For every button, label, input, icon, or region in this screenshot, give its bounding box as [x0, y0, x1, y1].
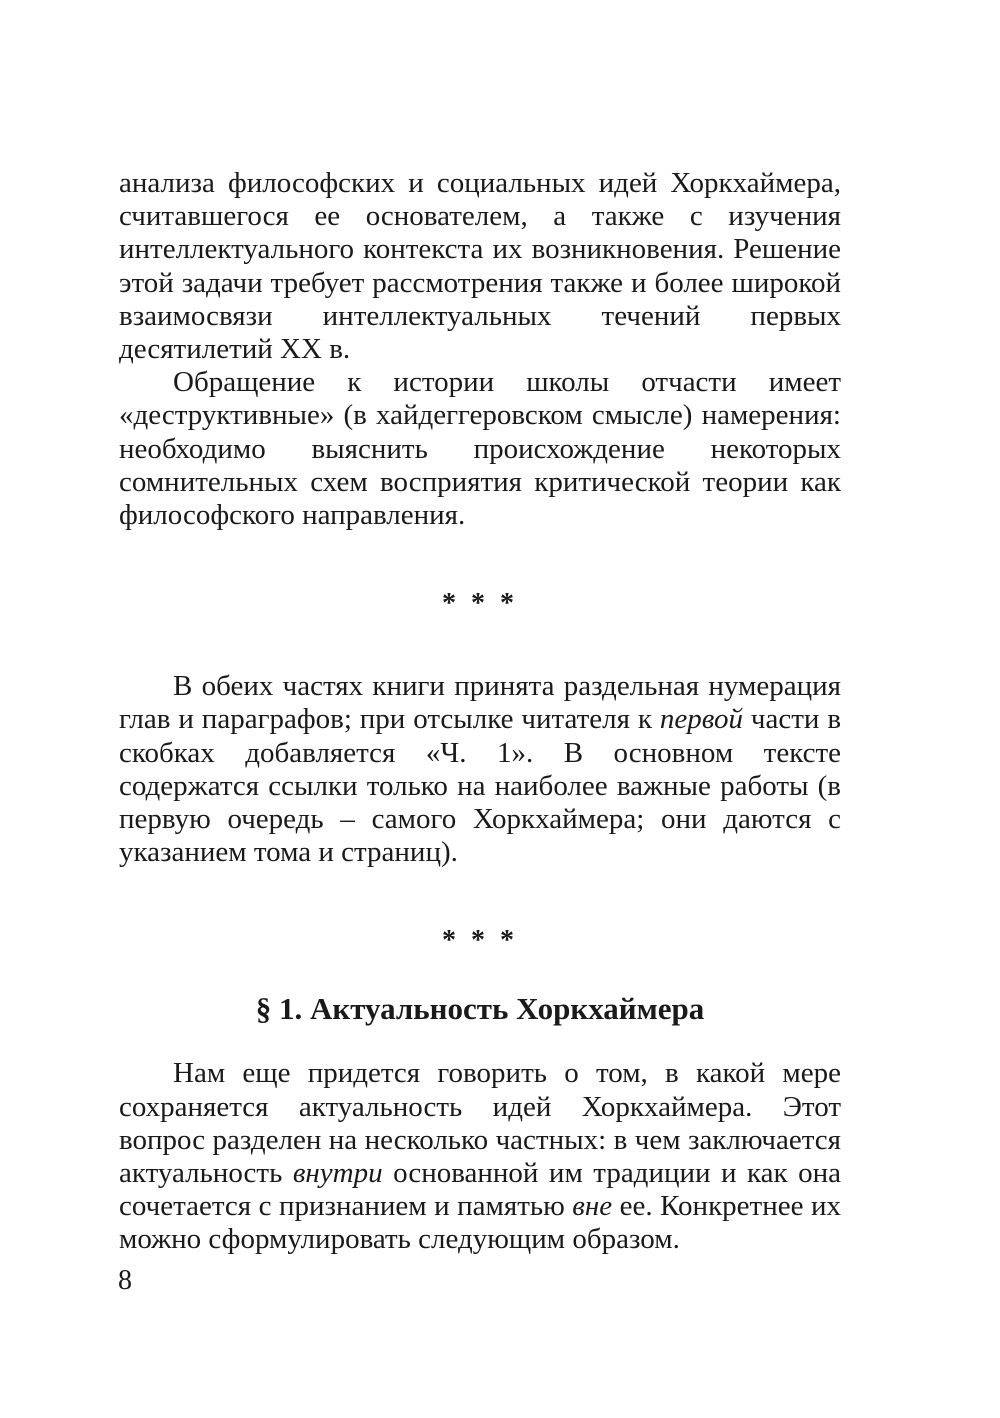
italic-emphasis: первой	[659, 703, 743, 736]
section-separator: * * *	[442, 925, 518, 957]
text-span: В обеих частях книги принята раздельная нумерация глав и параграфов; при отсылке читателя к	[119, 670, 841, 736]
section-separator: * * *	[442, 588, 518, 620]
paragraph-continuation: анализа философских и социальных идей Хоркхаймера, считавшегося ее основателем, а также с изучения интеллектуального контекста их возникновения. Решение этой задачи требует рассмотрения также и более широкой взаимосвязи интеллектуальных течений первых десятилетий XX в.	[119, 167, 841, 366]
text-span: ее. Конкретнее их можно сформулировать следующим образом.	[119, 1190, 841, 1256]
section-heading: § 1. Актуальность Хоркхаймера	[255, 991, 705, 1027]
text-span: части в скобках добавляется «Ч. 1». В основном тексте содержатся ссылки только на наиболее важные работы (в первую очередь – самого Хоркхаймера; они даются с указанием тома и страниц).	[119, 703, 842, 869]
paragraph-relevance	[119, 1057, 841, 1256]
text-span: основанной им традиции и как она сочетается с признанием и памятью	[119, 1157, 841, 1223]
italic-emphasis: внутри	[292, 1157, 383, 1190]
page-body	[119, 167, 841, 1257]
paragraph-destructive-intentions: Обращение к истории школы отчасти имеет «деструктивные» (в хайдеггеровском смысле) намерения: необходимо выяснить происхождение некоторых сомнительных схем восприятия критической теории как философского направления.	[119, 366, 841, 532]
page-number: 8	[118, 1265, 132, 1296]
paragraph-numbering-note	[119, 670, 841, 869]
italic-emphasis: вне	[572, 1190, 613, 1223]
text-span: Нам еще придется говорить о том, в какой мере сохраняется актуальность идей Хоркхаймера. Этот вопрос разделен на несколько частных: в чем заключается актуальность	[119, 1057, 841, 1190]
